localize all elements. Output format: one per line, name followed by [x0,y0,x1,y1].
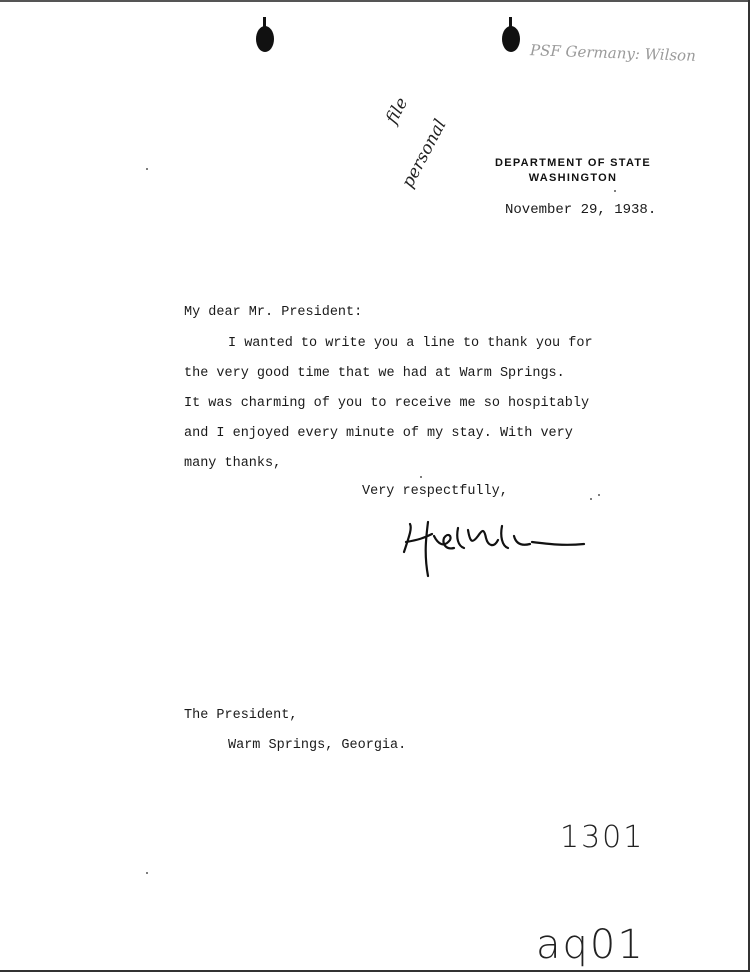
letterhead-department: DEPARTMENT OF STATE [494,157,652,169]
addressee-line-1: The President, [184,708,298,723]
addressee-line-2: Warm Springs, Georgia. [228,738,407,753]
scan-speck [146,168,148,170]
letterhead-city: WASHINGTON [528,172,618,184]
page-top-edge [0,0,750,2]
letterhead [488,156,658,186]
letter-date: November 29, 1938. [505,202,657,218]
scan-speck [590,498,592,500]
file-note-line2: personal [398,116,451,192]
scan-speck [614,190,616,192]
scan-speck [146,872,148,874]
punch-hole-right [502,26,520,52]
body-line-2: the very good time that we had at Warm Springs. [184,366,565,381]
handwritten-signature [398,514,588,584]
handwritten-number-1301: 1301 [560,820,645,855]
file-note-line1: file [382,94,413,128]
body-line-1: I wanted to write you a line to thank you for [228,336,593,351]
scan-speck [420,476,422,478]
closing: Very respectfully, [362,484,508,499]
salutation: My dear Mr. President: [184,305,363,320]
top-right-pencil-note: PSF Germany: Wilson [529,41,697,65]
punch-hole-left [256,26,274,52]
body-line-3: It was charming of you to receive me so hospitably [184,396,590,411]
scan-speck [598,494,600,496]
body-line-4: and I enjoyed every minute of my stay. With very [184,426,573,441]
body-line-5: many thanks, [184,456,282,471]
handwritten-number-aq01: aq01 [536,922,645,968]
